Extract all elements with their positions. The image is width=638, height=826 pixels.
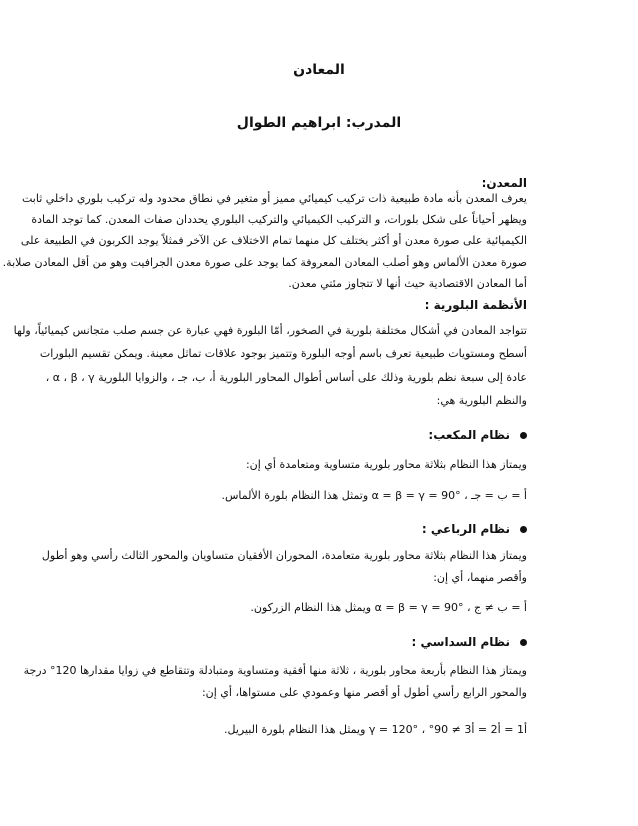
paragraph-line: والنظم البلورية هي: [436,394,527,407]
section-mineral-body [2,176,527,290]
paragraph-line: الكيميائية على صورة معدن أو أكثر يختلف كل منهما تمام الاختلاف عن الآخر فمثلاً يوجد الكربون في الطبيعة على [20,234,527,247]
hexagonal-heading-label: نظام السداسي : [411,635,510,649]
paragraph-line: ويمتاز هذا النظام بأربعة محاور بلورية ، ثلاثة منها أفقية ومتساوية ومتبادلة وتتقاطع في زوايا مقدارها 120° درجة [23,664,527,677]
cubic-heading-label: نظام المكعب: [428,428,510,442]
tetragonal-equation: أ = ب ≠ ج ، α = β = γ = 90° ويمثل هذا النظام الزركون. [250,601,527,614]
page-title: المعادن [293,62,345,78]
section-mineral-heading: المعدن: [481,176,527,190]
cubic-system-heading [428,428,527,442]
trainer-name: المدرب: ابراهيم الطوال [236,115,402,131]
cubic-description: ويمتاز هذا النظام بثلاثة محاور بلورية متساوية ومتعامدة أي إن: [245,458,527,471]
section-crystal-systems-heading: الأنظمة البلورية : [424,298,527,312]
bullet-icon [520,639,527,646]
cubic-equation: أ = ب = جـ ، α = β = γ = 90° وتمثل هذا النظام بلورة الألماس. [221,489,527,502]
tetragonal-system-heading [422,522,527,536]
bullet-icon [520,526,527,533]
paragraph-line: تتواجد المعادن في أشكال مختلفة بلورية في الصخور، أمّا البلورة فهي عبارة عن جسم صلب متجانس كيميائياً، ولها [13,324,527,337]
tetragonal-heading-label: نظام الرباعي : [421,522,510,536]
paragraph-line: يعرف المعدن بأنه مادة طبيعية ذات تركيب كيميائي مميز أو متغير في نطاق محدود وله تركيب بلوري داخلي ثابت [21,192,527,205]
paragraph-line: ويمتاز هذا النظام بثلاثة محاور بلورية متعامدة، المحوران الأفقيان متساويان والمحور الثالث رأسي وهو أطول [41,549,527,562]
paragraph-line: أما المعادن الاقتصادية حيث أنها لا تتجاوز مئتي معدن. [288,277,527,290]
paragraph-line: عادة إلى سبعة نظم بلورية وذلك على أساس أطوال المحاور البلورية أ، ب، جـ ، والزوايا البلورية α ، β ، γ ، [45,371,527,384]
paragraph-line: صورة معدن الألماس وهو أصلب المعادن المعروفة كما يوجد على صورة معدن الجرافيت وهو من أقل المعادن صلابة. [2,256,527,269]
bullet-icon [520,432,527,439]
paragraph-line: وأقصر منهما، أي إن: [433,571,527,584]
paragraph-line: ويظهر أحياناً على شكل بلورات، و التركيب الكيميائي والتركيب البلوري يحددان صفات المعدن. كما توجد المادة [31,213,527,226]
paragraph-line: أسطح ومستويات طبيعية تعرف باسم أوجه البلورة وتتميز بوجود علاقات تماثل معينة. ويمكن تقسيم البلورات [39,347,527,360]
hexagonal-system-heading [412,635,527,649]
paragraph-line: والمحور الرابع رأسي أطول أو أقصر منها وعمودي على مستواها، أي إن: [201,686,527,699]
hexagonal-equation: أ1 = أ2 = أ3 ≠ 90° ، γ = 120° ويمثل هذا النظام بلورة البيريل. [224,723,527,736]
